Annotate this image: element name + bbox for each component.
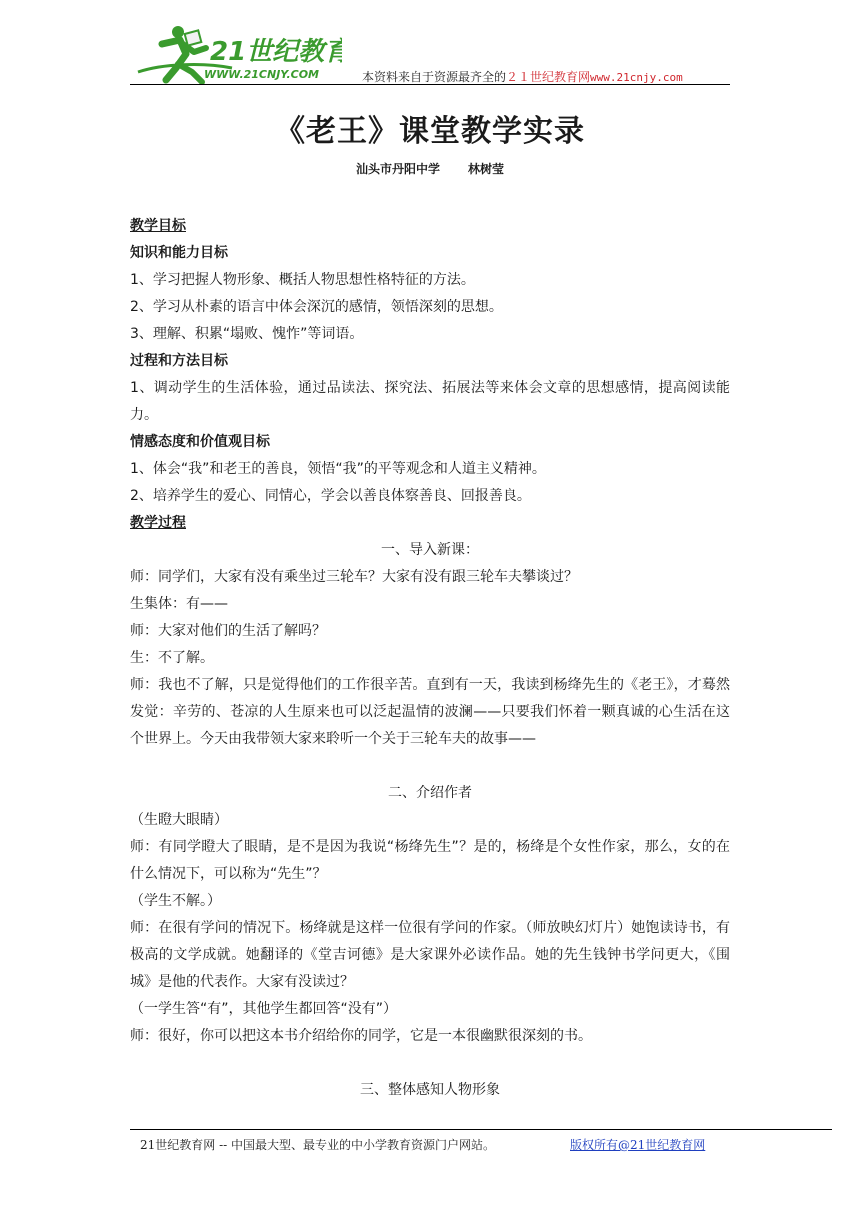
dialogue-line: 师：很好，你可以把这本书介绍给你的同学，它是一本很幽默很深刻的书。 (130, 1028, 592, 1044)
page-title: 《老王》课堂教学实录 (275, 114, 585, 149)
author-school: 汕头市丹阳中学 (355, 162, 440, 176)
site-logo[interactable] (132, 24, 342, 84)
footer (140, 1136, 706, 1153)
logo-url: WWW.21CNJY.COM (204, 68, 319, 81)
author-line (0, 160, 860, 177)
part2-heading: 二、介绍作者 (388, 785, 472, 801)
dialogue-line: 师：同学们，大家有没有乘坐过三轮车？大家有没有跟三轮车夫攀谈过？ (130, 569, 578, 585)
author-name: 林树莹 (468, 162, 505, 176)
emotion-item: 2、培养学生的爱心、同情心，学会以善良体察善良、回报善良。 (130, 488, 531, 504)
header-divider (130, 84, 730, 85)
emotion-item: 1、体会“我”和老王的善良，领悟“我”的平等观念和人道主义精神。 (130, 461, 546, 477)
goals-heading: 教学目标 (130, 218, 186, 234)
header-prefix: 本资料来自于资源最齐全的 (362, 70, 507, 84)
emotion-heading: 情感态度和价值观目标 (130, 434, 270, 450)
running-man-logo-icon (132, 24, 342, 84)
dialogue-line: 师：大家对他们的生活了解吗？ (130, 623, 326, 639)
header-site-url[interactable]: www.21cnjy.com (590, 71, 683, 84)
dialogue-line: （一学生答“有”，其他学生都回答“没有”） (130, 1001, 398, 1017)
part3-heading: 三、整体感知人物形象 (360, 1082, 500, 1098)
header-source-text (362, 68, 683, 85)
knowledge-item: 3、理解、积累“塌败、愧怍”等词语。 (130, 326, 364, 342)
footer-divider (130, 1129, 832, 1130)
knowledge-heading: 知识和能力目标 (130, 245, 228, 261)
logo-text: 21世纪教育 (210, 37, 342, 67)
teaching-heading: 教学过程 (130, 515, 186, 531)
copyright-link[interactable]: 版权所有@21世纪教育网 (570, 1138, 706, 1152)
dialogue-line: 生：不了解。 (130, 650, 214, 666)
dialogue-line: 生集体：有—— (130, 596, 228, 612)
footer-text: 21世纪教育网 -- 中国最大型、最专业的中小学教育资源门户网站。 (140, 1138, 496, 1152)
process-item: 1、调动学生的生活体验，通过品读法、探究法、拓展法等来体会文章的思想感情，提高阅读能力。 (130, 380, 730, 423)
document-body (130, 213, 730, 1104)
dialogue-line: （生瞪大眼睛） (130, 812, 228, 828)
dialogue-line: 师：在很有学问的情况下。杨绛就是这样一位很有学问的作家。（师放映幻灯片）她饱读诗书，有极高的文学成就。她翻译的《堂吉诃德》是大家课外必读作品。她的先生钱钟书学问更大，《围城》是他的代表作。大家有没读过？ (130, 920, 730, 990)
process-heading: 过程和方法目标 (130, 353, 228, 369)
knowledge-item: 1、学习把握人物形象、概括人物思想性格特征的方法。 (130, 272, 475, 288)
dialogue-line: 师：有同学瞪大了眼睛，是不是因为我说“杨绛先生”？是的，杨绛是个女性作家，那么，女的在什么情况下，可以称为“先生”？ (130, 839, 730, 882)
knowledge-item: 2、学习从朴素的语言中体会深沉的感情，领悟深刻的思想。 (130, 299, 503, 315)
dialogue-line: （学生不解。） (130, 893, 221, 909)
dialogue-line: 师：我也不了解，只是觉得他们的工作很辛苦。直到有一天，我读到杨绛先生的《老王》，才蓦然发觉：辛劳的、苍凉的人生原来也可以泛起温情的波澜——只要我们怀着一颗真诚的心生活在这个世界上。今天由我带领大家来聆听一个关于三轮车夫的故事—— (130, 677, 730, 747)
header-site-name[interactable]: ２１世纪教育网 (506, 70, 591, 84)
part1-heading: 一、导入新课： (381, 542, 479, 558)
